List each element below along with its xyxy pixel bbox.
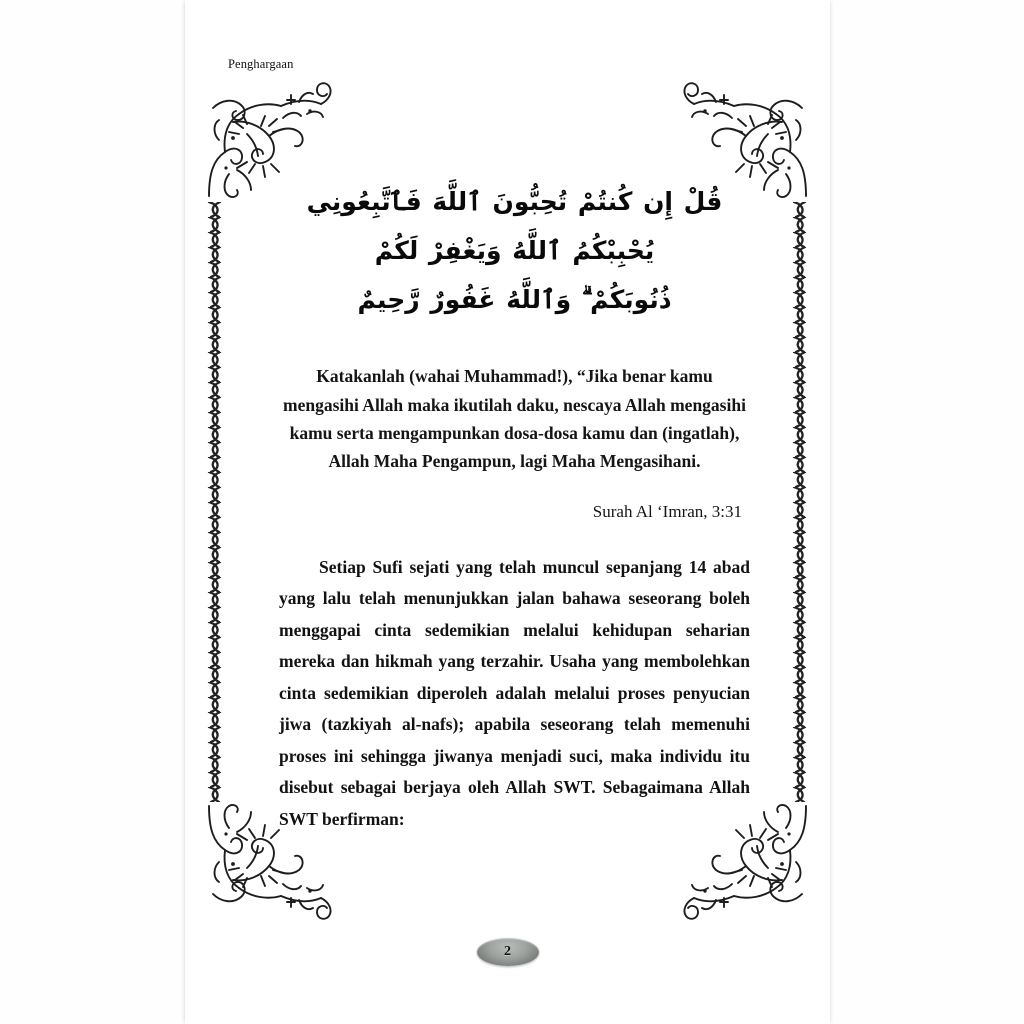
page-number-badge xyxy=(477,938,539,966)
page-content xyxy=(279,178,750,835)
running-header: Penghargaan xyxy=(228,57,294,71)
quran-verse-citation: Surah Al ‘Imran, 3:31 xyxy=(592,501,742,521)
twisted-rope-border-icon xyxy=(791,202,809,802)
quran-verse-arabic xyxy=(287,178,742,324)
page-number-label: 2 xyxy=(504,944,511,959)
quran-verse-arabic-line-2: ذُنُوبَكُمْ ۗ وَٱللَّهُ غَفُورٌ رَّحِيمٌ xyxy=(357,284,672,314)
quran-verse-translation: Katakanlah (wahai Muhammad!), “Jika benar kamu mengasihi Allah maka ikutilah daku, nescaya Allah mengasihi kamu serta mengampunkan dosa-dosa kamu dan (ingatlah), Allah Maha Pengampun, lagi Maha Mengasihani. xyxy=(283,366,746,472)
twisted-rope-border-icon xyxy=(206,202,224,802)
quran-verse-arabic-line-1: قُلْ إِن كُنتُمْ تُحِبُّونَ ٱللَّهَ فَٱتَّبِعُونِي يُحْبِبْكُمُ ٱللَّهُ وَيَغْفِرْ لَكُمْ xyxy=(306,187,723,265)
book-page-sheet xyxy=(185,0,830,1024)
body-paragraph: Setiap Sufi sejati yang telah muncul sepanjang 14 abad yang lalu telah menunjukkan jalan bahawa seseorang boleh menggapai cinta sedemikian melalui kehidupan seharian mereka dan hikmah yang terzahir. Usaha yang membolehkan cinta sedemikian diperoleh adalah melalui proses penyucian jiwa (tazkiyah al-nafs); apabila seseorang telah memenuhi proses ini sehingga jiwanya menjadi suci, maka individu itu disebut sebagai berjaya oleh Allah SWT. Sebagaimana Allah SWT berfirman: xyxy=(279,556,750,829)
